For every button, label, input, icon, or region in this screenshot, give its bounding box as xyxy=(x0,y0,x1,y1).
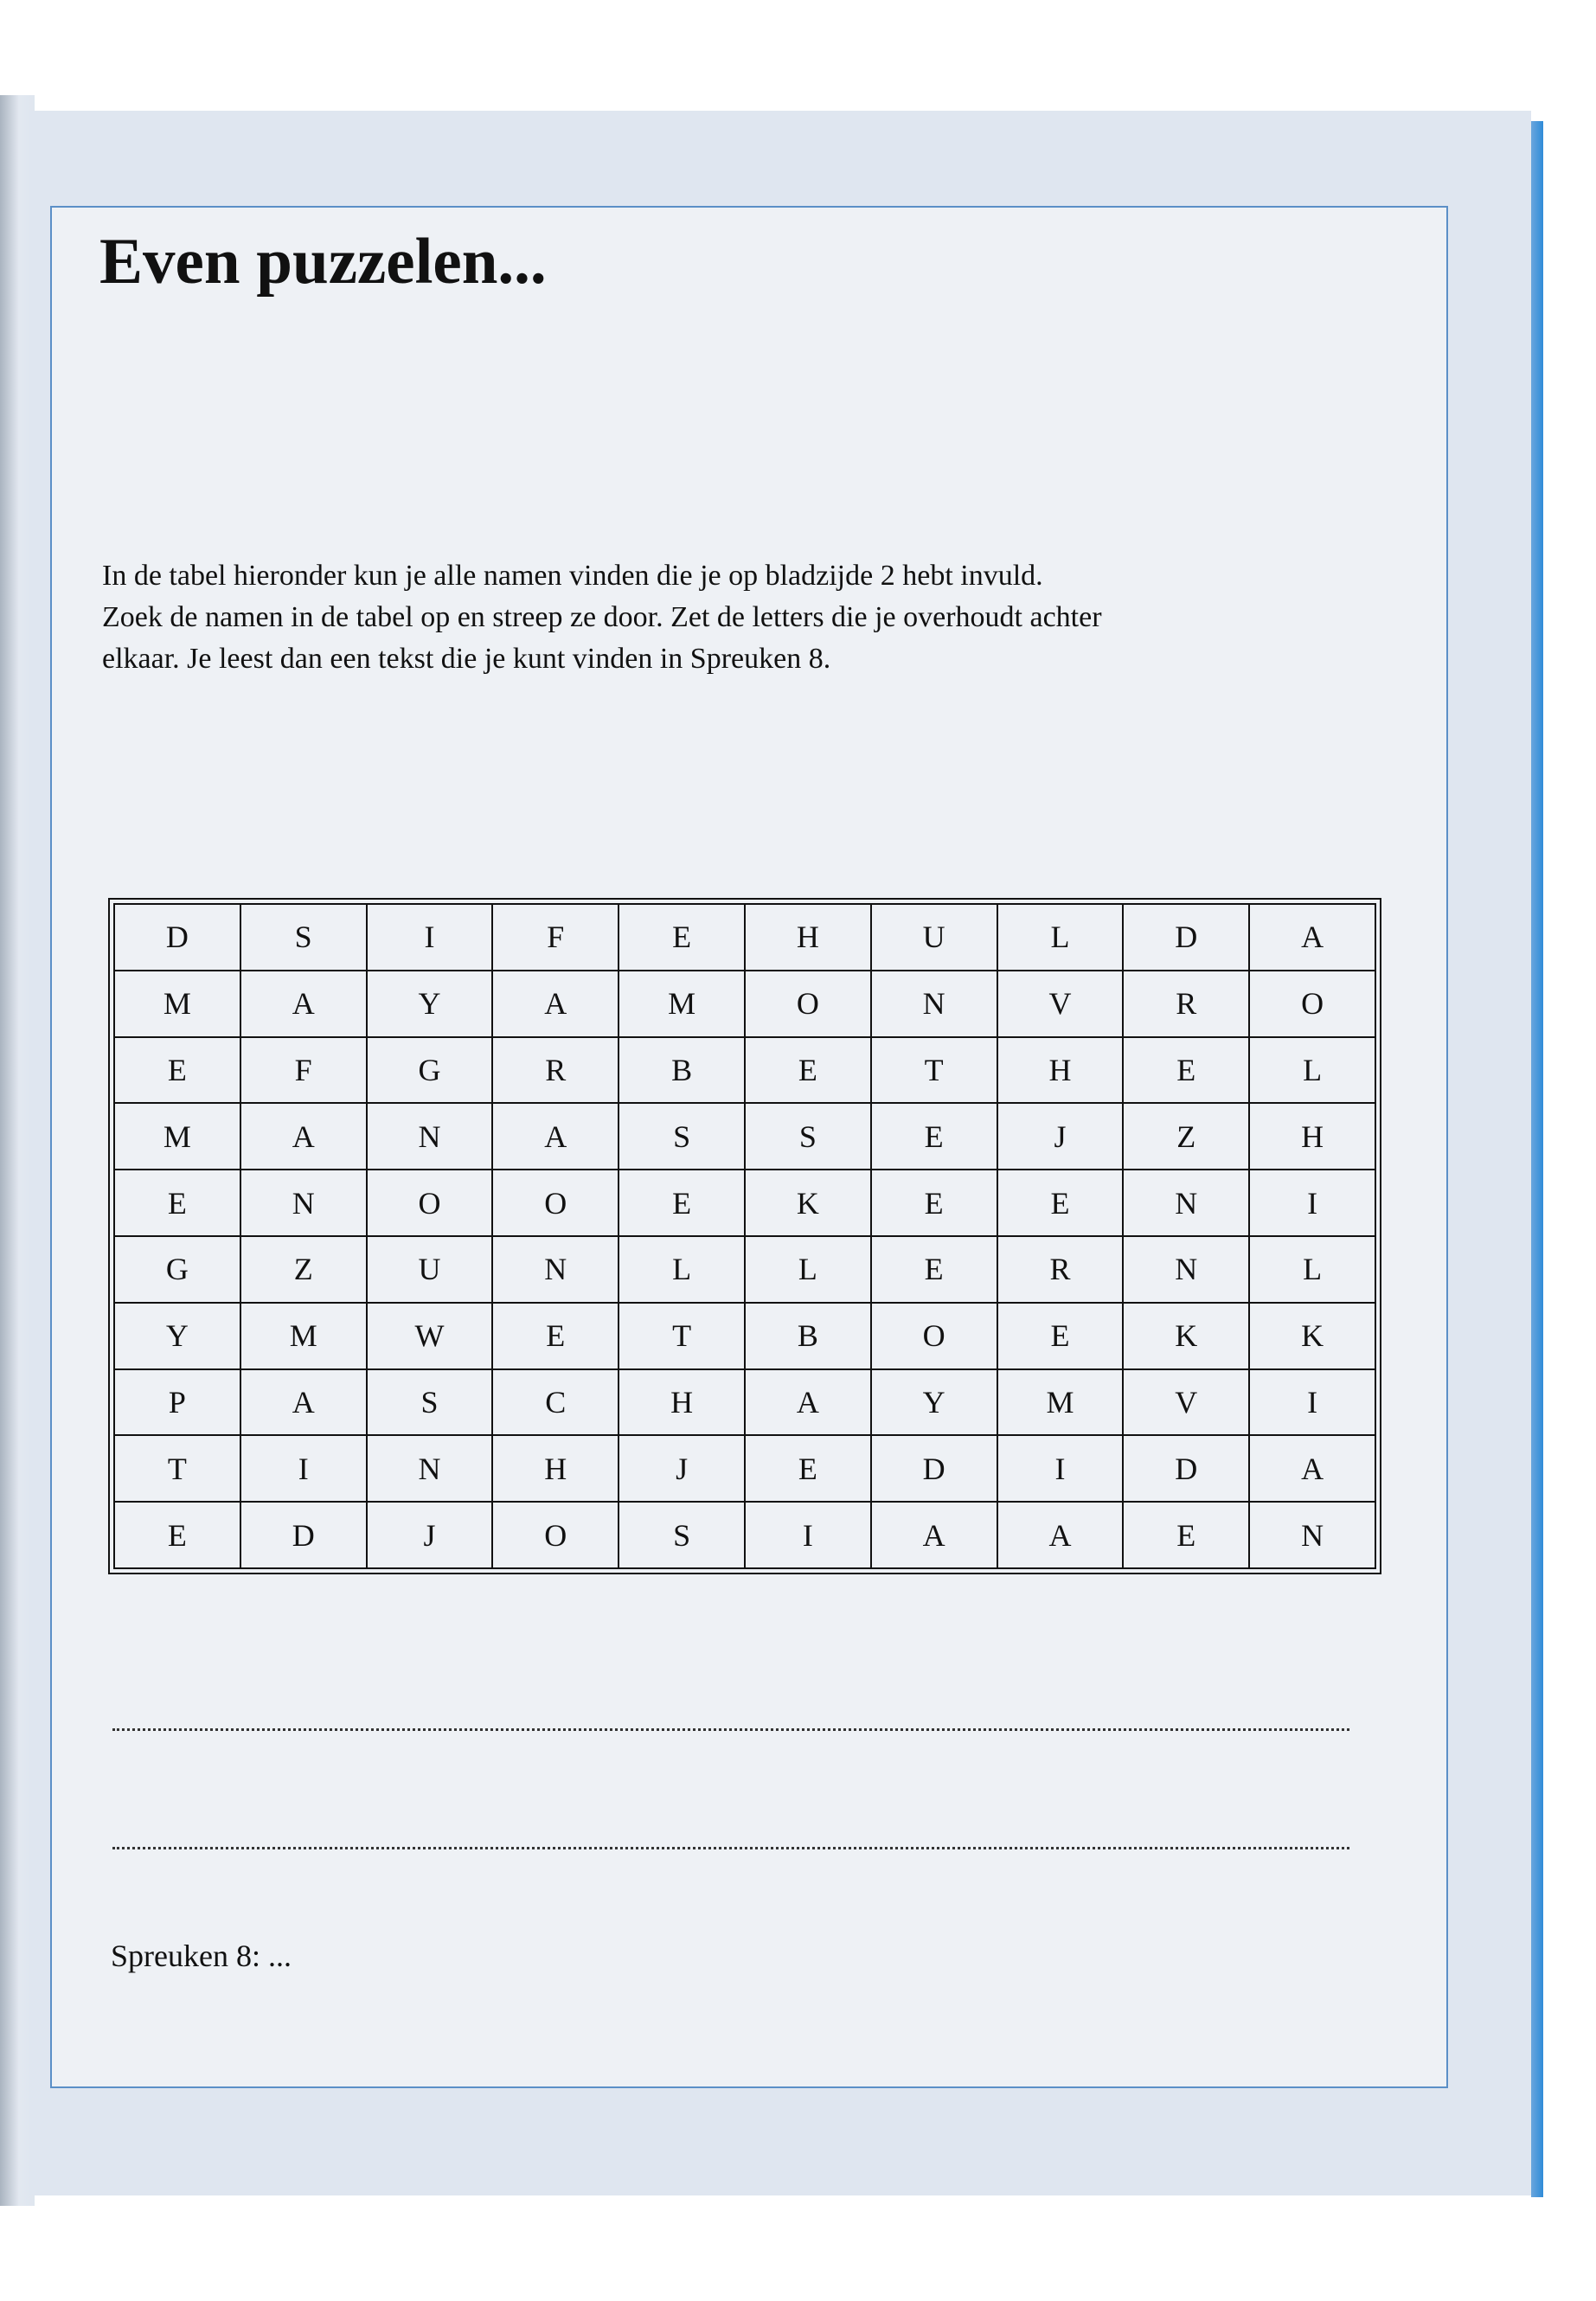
grid-cell[interactable]: K xyxy=(1249,1303,1375,1369)
grid-cell[interactable]: S xyxy=(619,1103,745,1170)
grid-cell[interactable]: F xyxy=(492,904,619,971)
grid-row xyxy=(114,1502,1375,1568)
grid-cell[interactable]: T xyxy=(619,1303,745,1369)
grid-row xyxy=(114,1303,1375,1369)
grid-cell[interactable]: O xyxy=(871,1303,997,1369)
answer-line-2[interactable] xyxy=(112,1847,1349,1849)
grid-cell[interactable]: E xyxy=(871,1170,997,1236)
grid-cell[interactable]: J xyxy=(619,1435,745,1502)
grid-cell[interactable]: A xyxy=(492,1103,619,1170)
word-search-puzzle xyxy=(108,898,1381,1574)
grid-cell[interactable]: W xyxy=(367,1303,493,1369)
grid-cell[interactable]: N xyxy=(240,1170,367,1236)
grid-cell[interactable]: A xyxy=(240,1103,367,1170)
grid-cell[interactable]: D xyxy=(240,1502,367,1568)
grid-cell[interactable]: A xyxy=(871,1502,997,1568)
grid-cell[interactable]: C xyxy=(492,1369,619,1436)
grid-cell[interactable]: I xyxy=(1249,1170,1375,1236)
grid-cell[interactable]: S xyxy=(745,1103,871,1170)
grid-cell[interactable]: G xyxy=(114,1236,240,1303)
grid-row xyxy=(114,1236,1375,1303)
grid-cell[interactable]: D xyxy=(871,1435,997,1502)
grid-cell[interactable]: B xyxy=(619,1037,745,1104)
instructions-line-3: elkaar. Je leest dan een tekst die je kunt vinden in Spreuken 8. xyxy=(102,643,831,675)
grid-cell[interactable]: S xyxy=(367,1369,493,1436)
grid-row xyxy=(114,904,1375,971)
grid-cell[interactable]: H xyxy=(745,904,871,971)
grid-row xyxy=(114,1369,1375,1436)
grid-cell[interactable]: O xyxy=(367,1170,493,1236)
grid-cell[interactable]: M xyxy=(997,1369,1124,1436)
grid-cell[interactable]: M xyxy=(240,1303,367,1369)
grid-cell[interactable]: O xyxy=(1249,971,1375,1037)
instructions-line-2: Zoek de namen in de tabel op en streep ze door. Zet de letters die je overhoudt achter xyxy=(102,601,1102,633)
grid-cell[interactable]: A xyxy=(240,1369,367,1436)
grid-cell[interactable]: L xyxy=(619,1236,745,1303)
grid-cell[interactable]: N xyxy=(1123,1170,1249,1236)
grid-cell[interactable]: T xyxy=(114,1435,240,1502)
grid-cell[interactable]: L xyxy=(997,904,1124,971)
grid-cell[interactable]: N xyxy=(367,1103,493,1170)
grid-cell[interactable]: S xyxy=(619,1502,745,1568)
grid-cell[interactable]: I xyxy=(997,1435,1124,1502)
instructions-paragraph xyxy=(102,555,1391,680)
grid-cell[interactable]: V xyxy=(1123,1369,1249,1436)
grid-cell[interactable]: B xyxy=(745,1303,871,1369)
grid-cell[interactable]: O xyxy=(492,1170,619,1236)
grid-cell[interactable]: K xyxy=(1123,1303,1249,1369)
grid-cell[interactable]: J xyxy=(997,1103,1124,1170)
grid-cell[interactable]: H xyxy=(492,1435,619,1502)
grid-cell[interactable]: Y xyxy=(114,1303,240,1369)
grid-cell[interactable]: L xyxy=(745,1236,871,1303)
answer-line-1[interactable] xyxy=(112,1728,1349,1731)
grid-cell[interactable]: V xyxy=(997,971,1124,1037)
grid-cell[interactable]: S xyxy=(240,904,367,971)
instructions-line-1: In de tabel hieronder kun je alle namen vinden die je op bladzijde 2 hebt invuld. xyxy=(102,560,1043,592)
grid-cell[interactable]: E xyxy=(619,1170,745,1236)
grid-cell[interactable]: E xyxy=(997,1303,1124,1369)
grid-cell[interactable]: H xyxy=(1249,1103,1375,1170)
grid-cell[interactable]: I xyxy=(367,904,493,971)
grid-cell[interactable]: E xyxy=(1123,1037,1249,1104)
grid-cell[interactable]: H xyxy=(997,1037,1124,1104)
grid-row xyxy=(114,1435,1375,1502)
grid-cell[interactable]: E xyxy=(871,1236,997,1303)
grid-cell[interactable]: E xyxy=(745,1435,871,1502)
page-title: Even puzzelen... xyxy=(99,226,547,298)
grid-cell[interactable]: D xyxy=(1123,904,1249,971)
grid-cell[interactable]: N xyxy=(1249,1502,1375,1568)
grid-row xyxy=(114,1170,1375,1236)
grid-cell[interactable]: O xyxy=(745,971,871,1037)
grid-cell[interactable]: N xyxy=(871,971,997,1037)
grid-cell[interactable]: N xyxy=(367,1435,493,1502)
bible-reference: Spreuken 8: ... xyxy=(111,1939,292,1973)
grid-cell[interactable]: Z xyxy=(240,1236,367,1303)
grid-cell[interactable]: E xyxy=(745,1037,871,1104)
grid-cell[interactable]: Y xyxy=(871,1369,997,1436)
grid-cell[interactable]: O xyxy=(492,1502,619,1568)
grid-cell[interactable]: Y xyxy=(367,971,493,1037)
grid-row xyxy=(114,1103,1375,1170)
grid-cell[interactable]: J xyxy=(367,1502,493,1568)
grid-cell[interactable]: N xyxy=(492,1236,619,1303)
grid-cell[interactable]: K xyxy=(745,1170,871,1236)
grid-cell[interactable]: H xyxy=(619,1369,745,1436)
grid-cell[interactable]: R xyxy=(492,1037,619,1104)
grid-cell[interactable]: U xyxy=(871,904,997,971)
grid-cell[interactable]: E xyxy=(114,1037,240,1104)
grid-cell[interactable]: G xyxy=(367,1037,493,1104)
grid-cell[interactable]: U xyxy=(367,1236,493,1303)
grid-cell[interactable]: E xyxy=(871,1103,997,1170)
grid-cell[interactable]: E xyxy=(114,1502,240,1568)
grid-cell[interactable]: M xyxy=(114,1103,240,1170)
grid-cell[interactable]: E xyxy=(492,1303,619,1369)
grid-cell[interactable]: M xyxy=(619,971,745,1037)
grid-cell[interactable]: R xyxy=(997,1236,1124,1303)
grid-cell[interactable]: A xyxy=(240,971,367,1037)
grid-cell[interactable]: A xyxy=(492,971,619,1037)
grid-cell[interactable]: I xyxy=(1249,1369,1375,1436)
grid-cell[interactable]: N xyxy=(1123,1236,1249,1303)
grid-cell[interactable]: A xyxy=(1249,1435,1375,1502)
grid-cell[interactable]: D xyxy=(1123,1435,1249,1502)
grid-cell[interactable]: T xyxy=(871,1037,997,1104)
grid-cell[interactable]: M xyxy=(114,971,240,1037)
grid-cell[interactable]: Z xyxy=(1123,1103,1249,1170)
grid-cell[interactable]: P xyxy=(114,1369,240,1436)
grid-cell[interactable]: E xyxy=(619,904,745,971)
grid-cell[interactable]: L xyxy=(1249,1037,1375,1104)
grid-cell[interactable]: R xyxy=(1123,971,1249,1037)
letter-grid xyxy=(113,903,1376,1569)
grid-cell[interactable]: I xyxy=(240,1435,367,1502)
grid-row xyxy=(114,1037,1375,1104)
grid-cell[interactable]: E xyxy=(997,1170,1124,1236)
grid-cell[interactable]: A xyxy=(997,1502,1124,1568)
grid-cell[interactable]: D xyxy=(114,904,240,971)
grid-cell[interactable]: F xyxy=(240,1037,367,1104)
grid-cell[interactable]: L xyxy=(1249,1236,1375,1303)
page-edge xyxy=(1531,121,1543,2197)
grid-row xyxy=(114,971,1375,1037)
grid-cell[interactable]: E xyxy=(1123,1502,1249,1568)
grid-cell[interactable]: I xyxy=(745,1502,871,1568)
grid-cell[interactable]: A xyxy=(1249,904,1375,971)
grid-cell[interactable]: A xyxy=(745,1369,871,1436)
grid-cell[interactable]: E xyxy=(114,1170,240,1236)
